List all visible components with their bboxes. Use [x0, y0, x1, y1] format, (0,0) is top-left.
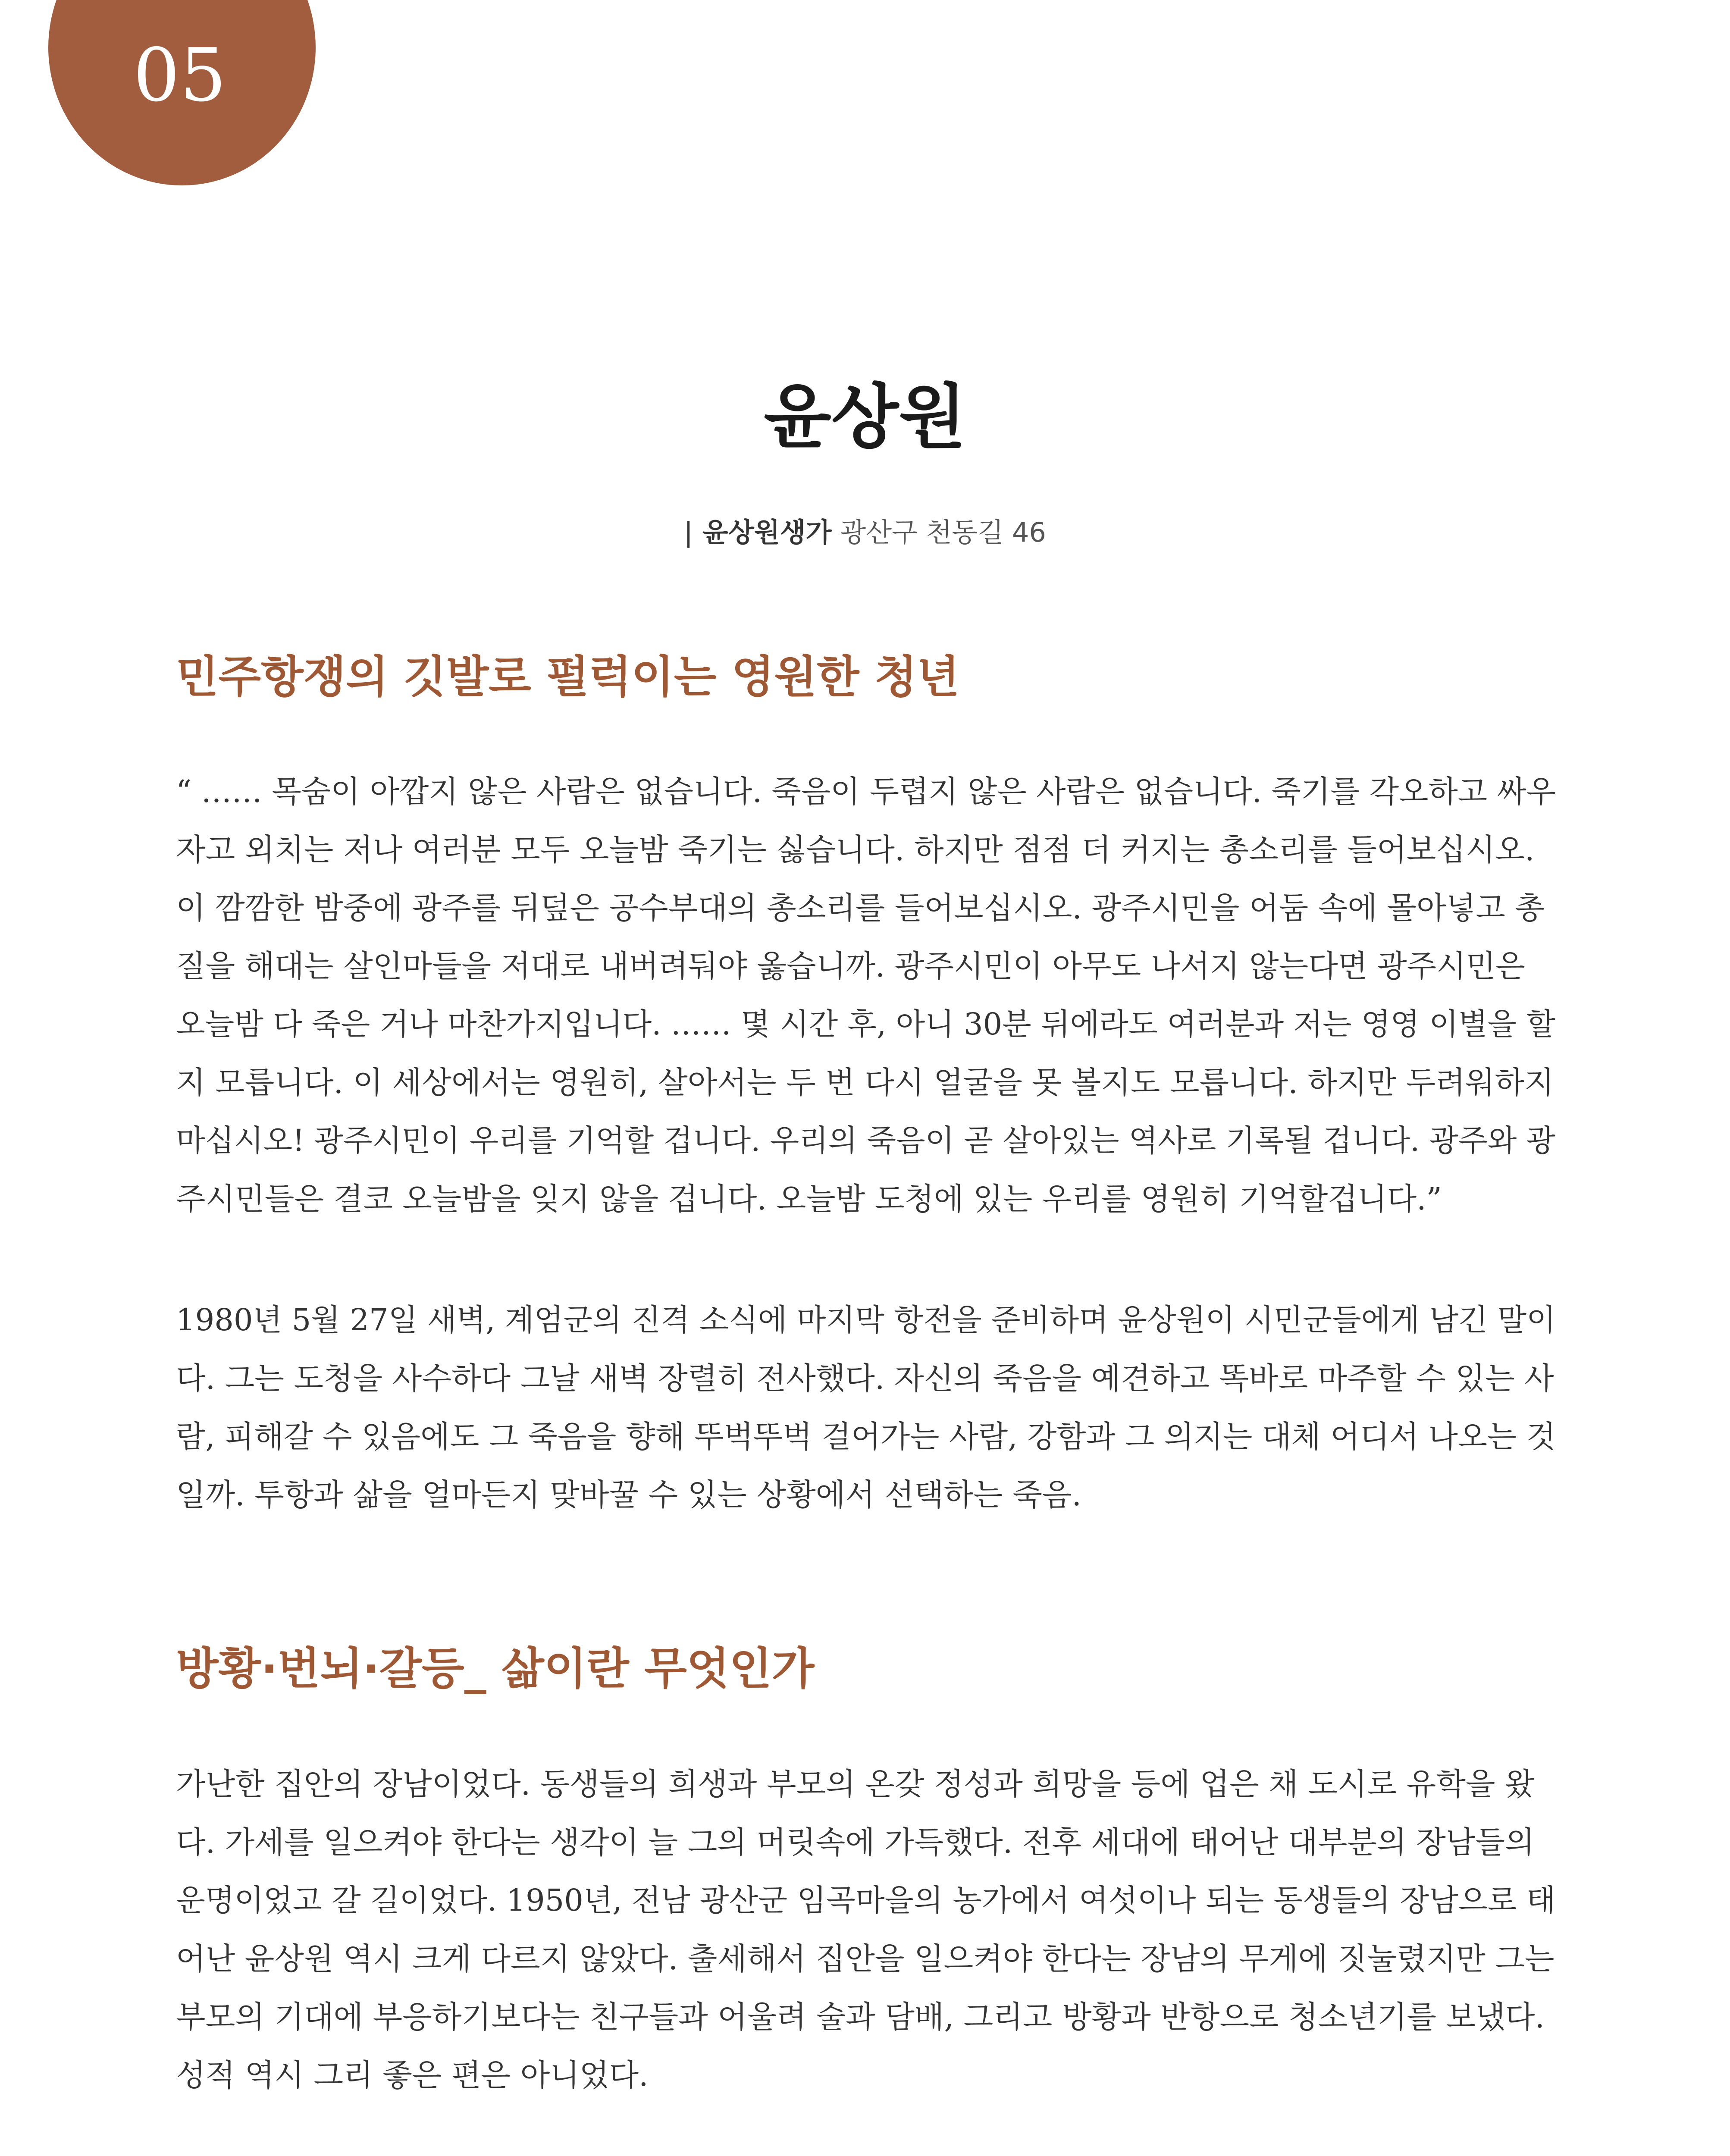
page-number: 05 [133, 33, 227, 118]
body-paragraph [176, 1755, 1556, 2104]
section1-heading: 민주항쟁의 깃발로 펄럭이는 영원한 청년 [176, 652, 960, 703]
body-line: 운명이었고 갈 길이었다. 1950년, 전남 광산군 임곡마을의 농가에서 여섯이나 되는 동생들의 장남으로 태 [176, 1883, 1556, 1918]
quote-line: 지 모릅니다. 이 세상에서는 영원히, 살아서는 두 번 다시 얼굴을 못 볼지도 모릅니다. 하지만 두려워하지 [176, 1065, 1554, 1100]
body-line: 성적 역시 그리 좋은 편은 아니었다. [176, 2057, 649, 2093]
body-line: 가난한 집안의 장남이었다. 동생들의 희생과 부모의 온갖 정성과 희망을 등에 업은 채 도시로 유학을 왔 [176, 1766, 1535, 1802]
subtitle-bar: | [684, 517, 693, 548]
location-subtitle [0, 517, 1730, 548]
quote-line: 마십시오! 광주시민이 우리를 기억할 겁니다. 우리의 죽음이 곧 살아있는 역사로 기록될 겁니다. 광주와 광 [176, 1123, 1556, 1158]
body-paragraph [176, 1291, 1556, 1524]
body-line: 다. 가세를 일으켜야 한다는 생각이 늘 그의 머릿속에 가득했다. 전후 세대에 태어난 대부분의 장남들의 [176, 1824, 1535, 1860]
site-name: 윤상원생가 [702, 517, 832, 548]
quote-line: 자고 외치는 저나 여러분 모두 오늘밤 죽기는 싫습니다. 하지만 점점 더 커지는 총소리를 들어보십시오. [176, 832, 1535, 868]
quote-paragraph [176, 762, 1556, 1228]
body-line: 람, 피해갈 수 있음에도 그 죽음을 향해 뚜벅뚜벅 걸어가는 사람, 강함과 그 의지는 대체 어디서 나오는 것 [176, 1419, 1556, 1454]
section2-heading: 방황·번뇌·갈등_ 삶이란 무엇인가 [176, 1643, 815, 1695]
site-address: 광산구 천동길 46 [840, 517, 1046, 548]
body-line: 일까. 투항과 삶을 얼마든지 맞바꿀 수 있는 상황에서 선택하는 죽음. [176, 1477, 1082, 1513]
body-line: 부모의 기대에 부응하기보다는 친구들과 어울려 술과 담배, 그리고 방황과 반항으로 청소년기를 보냈다. [176, 1999, 1545, 2035]
quote-line: 질을 해대는 살인마들을 저대로 내버려둬야 옳습니까. 광주시민이 아무도 나서지 않는다면 광주시민은 [176, 948, 1525, 984]
quote-line: “ …… 목숨이 아깝지 않은 사람은 없습니다. 죽음이 두렵지 않은 사람은 없습니다. 죽기를 각오하고 싸우 [176, 774, 1556, 809]
body-line: 다. 그는 도청을 사수하다 그날 새벽 장렬히 전사했다. 자신의 죽음을 예견하고 똑바로 마주할 수 있는 사 [176, 1360, 1554, 1396]
quote-line: 이 깜깜한 밤중에 광주를 뒤덮은 공수부대의 총소리를 들어보십시오. 광주시민을 어둠 속에 몰아넣고 총 [176, 890, 1545, 926]
quote-line: 오늘밤 다 죽은 거나 마찬가지입니다. …… 몇 시간 후, 아니 30분 뒤에라도 여러분과 저는 영영 이별을 할 [176, 1006, 1556, 1042]
page-number-badge [48, 0, 316, 185]
body-line: 어난 윤상원 역시 크게 다르지 않았다. 출세해서 집안을 일으켜야 한다는 장남의 무게에 짓눌렸지만 그는 [176, 1941, 1554, 1977]
page-title: 윤상원 [764, 376, 966, 458]
quote-line: 주시민들은 결코 오늘밤을 잊지 않을 겁니다. 오늘밤 도청에 있는 우리를 영원히 기억할겁니다.” [176, 1181, 1442, 1217]
body-line: 1980년 5월 27일 새벽, 계엄군의 진격 소식에 마지막 항전을 준비하며 윤상원이 시민군들에게 남긴 말이 [176, 1302, 1556, 1338]
